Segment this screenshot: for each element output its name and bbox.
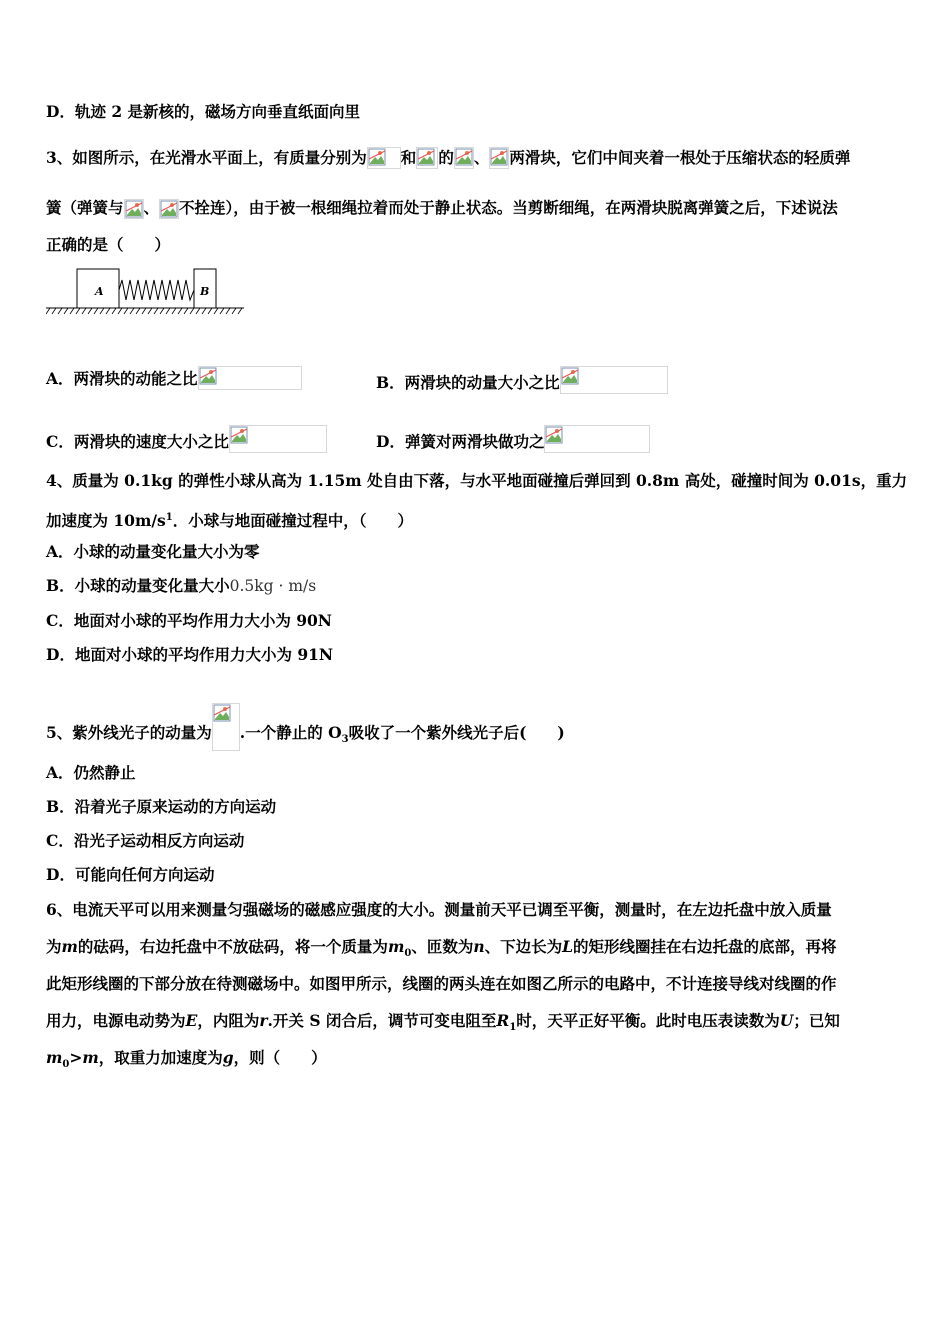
- q4-option-c: C．地面对小球的平均作用力大小为 90N: [46, 611, 332, 630]
- q3-stem-line3: 正确的是（ ）: [46, 235, 171, 254]
- q3-stem-line2: 簧（弹簧与 、 不拴连），由于被一根细绳拉着而处于静止状态。当剪断细绳，在两滑块脱离弹簧之后，下述说法: [46, 198, 838, 217]
- formula-image-placeholder: [212, 703, 240, 751]
- q6-stem-line1: 6、电流天平可以用来测量匀强磁场的磁感应强度的大小。测量前天平已调至平衡，测量时，在左边托盘中放入质量: [46, 900, 832, 919]
- formula-image-placeholder: [489, 147, 509, 169]
- q2-option-d: D．轨迹 2 是新核的，磁场方向垂直纸面向里: [46, 102, 361, 121]
- spring-diagram: [46, 266, 246, 318]
- block-b-label: B: [200, 285, 210, 298]
- formula-image-placeholder: [198, 366, 302, 390]
- broken-image-icon: [545, 426, 563, 444]
- q5-option-b: B．沿着光子原来运动的方向运动: [46, 797, 277, 816]
- formula-image-placeholder: [229, 425, 327, 453]
- q6-stem-line5: $m_0>m$，取重力加速度为g，则（ ）: [46, 1048, 327, 1071]
- formula-image-placeholder: [454, 147, 474, 169]
- q3-option-a: A．两滑块的动能之比: [46, 366, 302, 390]
- momentum-value: 0.5kg · m/s: [229, 577, 317, 595]
- q4-stem-line1: 4、质量为 0.1kg 的弹性小球从高为 1.15m 处自由下落，与水平地面碰撞后弹回到 0.8m 高处，碰撞时间为 0.01s，重力: [46, 471, 908, 490]
- q4-stem-line2: 加速度为 $10m/s^1$．小球与地面碰撞过程中，（ ）: [46, 511, 413, 531]
- q5-option-d: D．可能向任何方向运动: [46, 865, 215, 884]
- spring-blocks-figure: [46, 266, 246, 322]
- broken-image-icon: [455, 148, 473, 166]
- q5-option-c: C．沿光子运动相反方向运动: [46, 831, 245, 850]
- formula-image-placeholder: [367, 147, 401, 169]
- broken-image-icon: [160, 200, 178, 218]
- broken-image-icon: [199, 367, 217, 385]
- formula-image-placeholder: [544, 425, 650, 453]
- broken-image-icon: [368, 148, 386, 166]
- q5-stem: 5、紫外线光子的动量为 .一个静止的 $O_3$吸收了一个紫外线光子后( ): [46, 703, 565, 751]
- broken-image-icon: [230, 426, 248, 444]
- q4-option-d: D．地面对小球的平均作用力大小为 91N: [46, 645, 334, 664]
- ground-hatch: [46, 308, 242, 314]
- broken-image-icon: [213, 704, 231, 722]
- broken-image-icon: [490, 148, 508, 166]
- q6-stem-line3: 此矩形线圈的下部分放在待测磁场中。如图甲所示，线圈的两头连在如图乙所示的电路中，不计连接导线对线圈的作: [46, 974, 837, 993]
- q3-stem-line1: 3、如图所示，在光滑水平面上，有质量分别为 和 的 、 两滑块，它们中间夹着一根处于压缩状态的轻质弹: [46, 148, 851, 167]
- broken-image-icon: [561, 367, 579, 385]
- formula-image-placeholder: [159, 199, 179, 219]
- formula-image-placeholder: [560, 366, 668, 394]
- formula-image-placeholder: [124, 199, 144, 219]
- q3-option-d: D．弹簧对两滑块做功之: [376, 425, 650, 453]
- broken-image-icon: [417, 148, 435, 166]
- q4-option-b: B．小球的动量变化量大小0.5kg · m/s: [46, 576, 317, 595]
- block-a-label: A: [95, 285, 104, 298]
- q6-stem-line2: 为m的砝码，右边托盘中不放砝码，将一个质量为$m_0$、匝数为n、下边长为L的矩形线圈挂在右边托盘的底部，再将: [46, 937, 837, 960]
- broken-image-icon: [125, 200, 143, 218]
- q3-option-c: C．两滑块的速度大小之比: [46, 425, 327, 453]
- q3-option-b: B．两滑块的动量大小之比: [376, 366, 668, 394]
- q6-stem-line4: 用力，电源电动势为E，内阻为r.开关 S 闭合后，调节可变电阻至$R_1$时，天平正好平衡。此时电压表读数为U；已知: [46, 1011, 840, 1034]
- q4-option-a: A．小球的动量变化量大小为零: [46, 542, 260, 561]
- formula-image-placeholder: [416, 147, 438, 169]
- q5-option-a: A．仍然静止: [46, 763, 136, 782]
